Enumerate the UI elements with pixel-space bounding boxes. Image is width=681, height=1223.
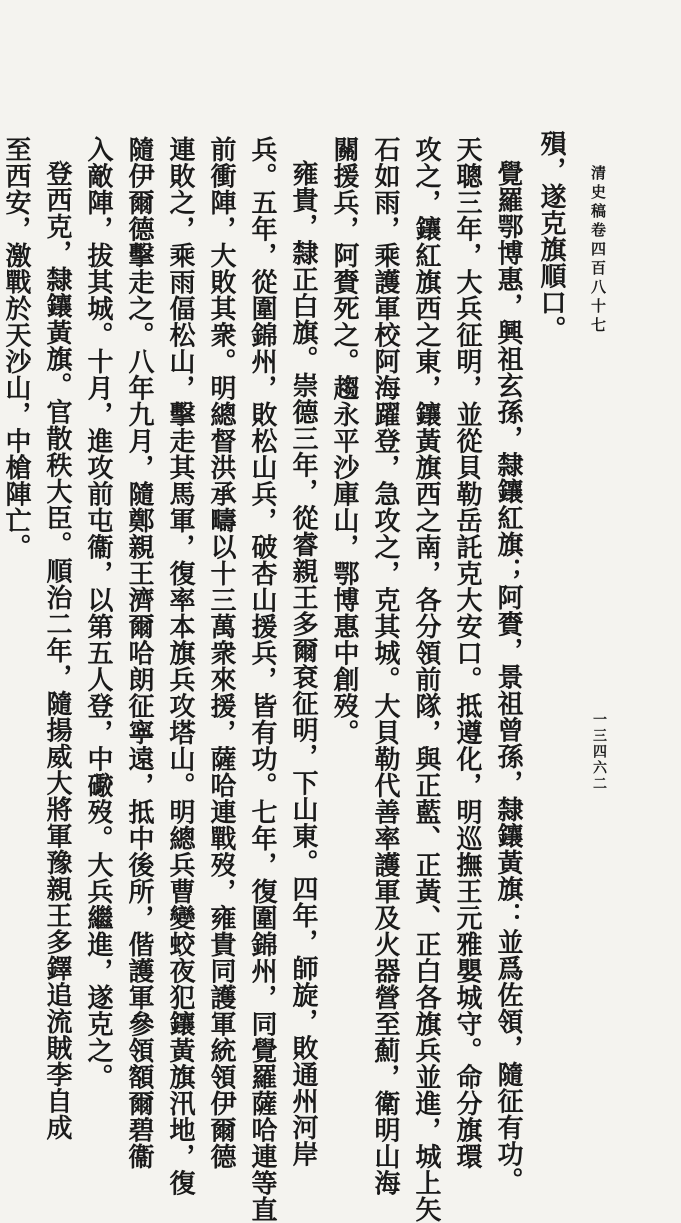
text-column: 天聰三年，大兵征明，並從貝勒岳託克大安口。抵遵化，明巡撫王元雅嬰城守。命分旗環 bbox=[452, 136, 482, 1170]
text-column: 石如雨，乘護軍校阿海躍登，急攻之，克其城。大貝勒代善率護軍及火器營至薊，衛明山海 bbox=[370, 136, 400, 1196]
text-column: 殞，遂克旗順口。 bbox=[536, 130, 566, 342]
text-column: 攻之，鑲紅旗西之東，鑲黃旗西之南，各分領前隊，與正藍、正黃、正白各旗兵並進，城上矢 bbox=[411, 136, 441, 1223]
text-column: 前衝陣，大敗其衆。明總督洪承疇以十三萬衆來援，薩哈連戰歿，雍貴同護軍統領伊爾德 bbox=[206, 136, 236, 1170]
text-column: 至西安，激戰於天沙山，中槍陣亡。 bbox=[1, 136, 31, 560]
running-title: 清史稿卷四百八十七 bbox=[589, 165, 607, 336]
page-number: 一三四六二 bbox=[591, 712, 607, 792]
text-column: 覺羅鄂博惠，興祖玄孫，隸鑲紅旗；阿賚，景祖曾孫，隸鑲黃旗：並爲佐領，隨征有功。 bbox=[493, 160, 523, 1194]
text-column: 隨伊爾德擊走之。八年九月，隨鄭親王濟爾哈朗征寧遠，抵中後所，偕護軍參領額爾碧衞 bbox=[124, 136, 154, 1170]
text-column: 連敗之，乘雨偪松山，擊走其馬軍，復率本旗兵攻塔山。明總兵曹變蛟夜犯鑲黃旗汛地，復 bbox=[165, 136, 195, 1196]
text-column: 登西克，隸鑲黃旗。官散秩大臣。順治二年，隨揚威大將軍豫親王多鐸追流賊李自成 bbox=[42, 160, 72, 1141]
text-column: 雍貴，隸正白旗。崇德三年，從睿親王多爾袞征明，下山東。四年，師旋，敗通州河岸 bbox=[288, 160, 318, 1167]
text-column: 關援兵，阿賚死之。趨永平沙庫山，鄂博惠中創歿。 bbox=[329, 136, 359, 746]
text-column: 入敵陣，拔其城。十月，進攻前屯衞，以第五人登，中礮歿。大兵繼進，遂克之。 bbox=[83, 136, 113, 1090]
text-column: 兵。五年，從圍錦州，敗松山兵，破杏山援兵，皆有功。七年，復圍錦州，同覺羅薩哈連等直 bbox=[247, 136, 277, 1223]
